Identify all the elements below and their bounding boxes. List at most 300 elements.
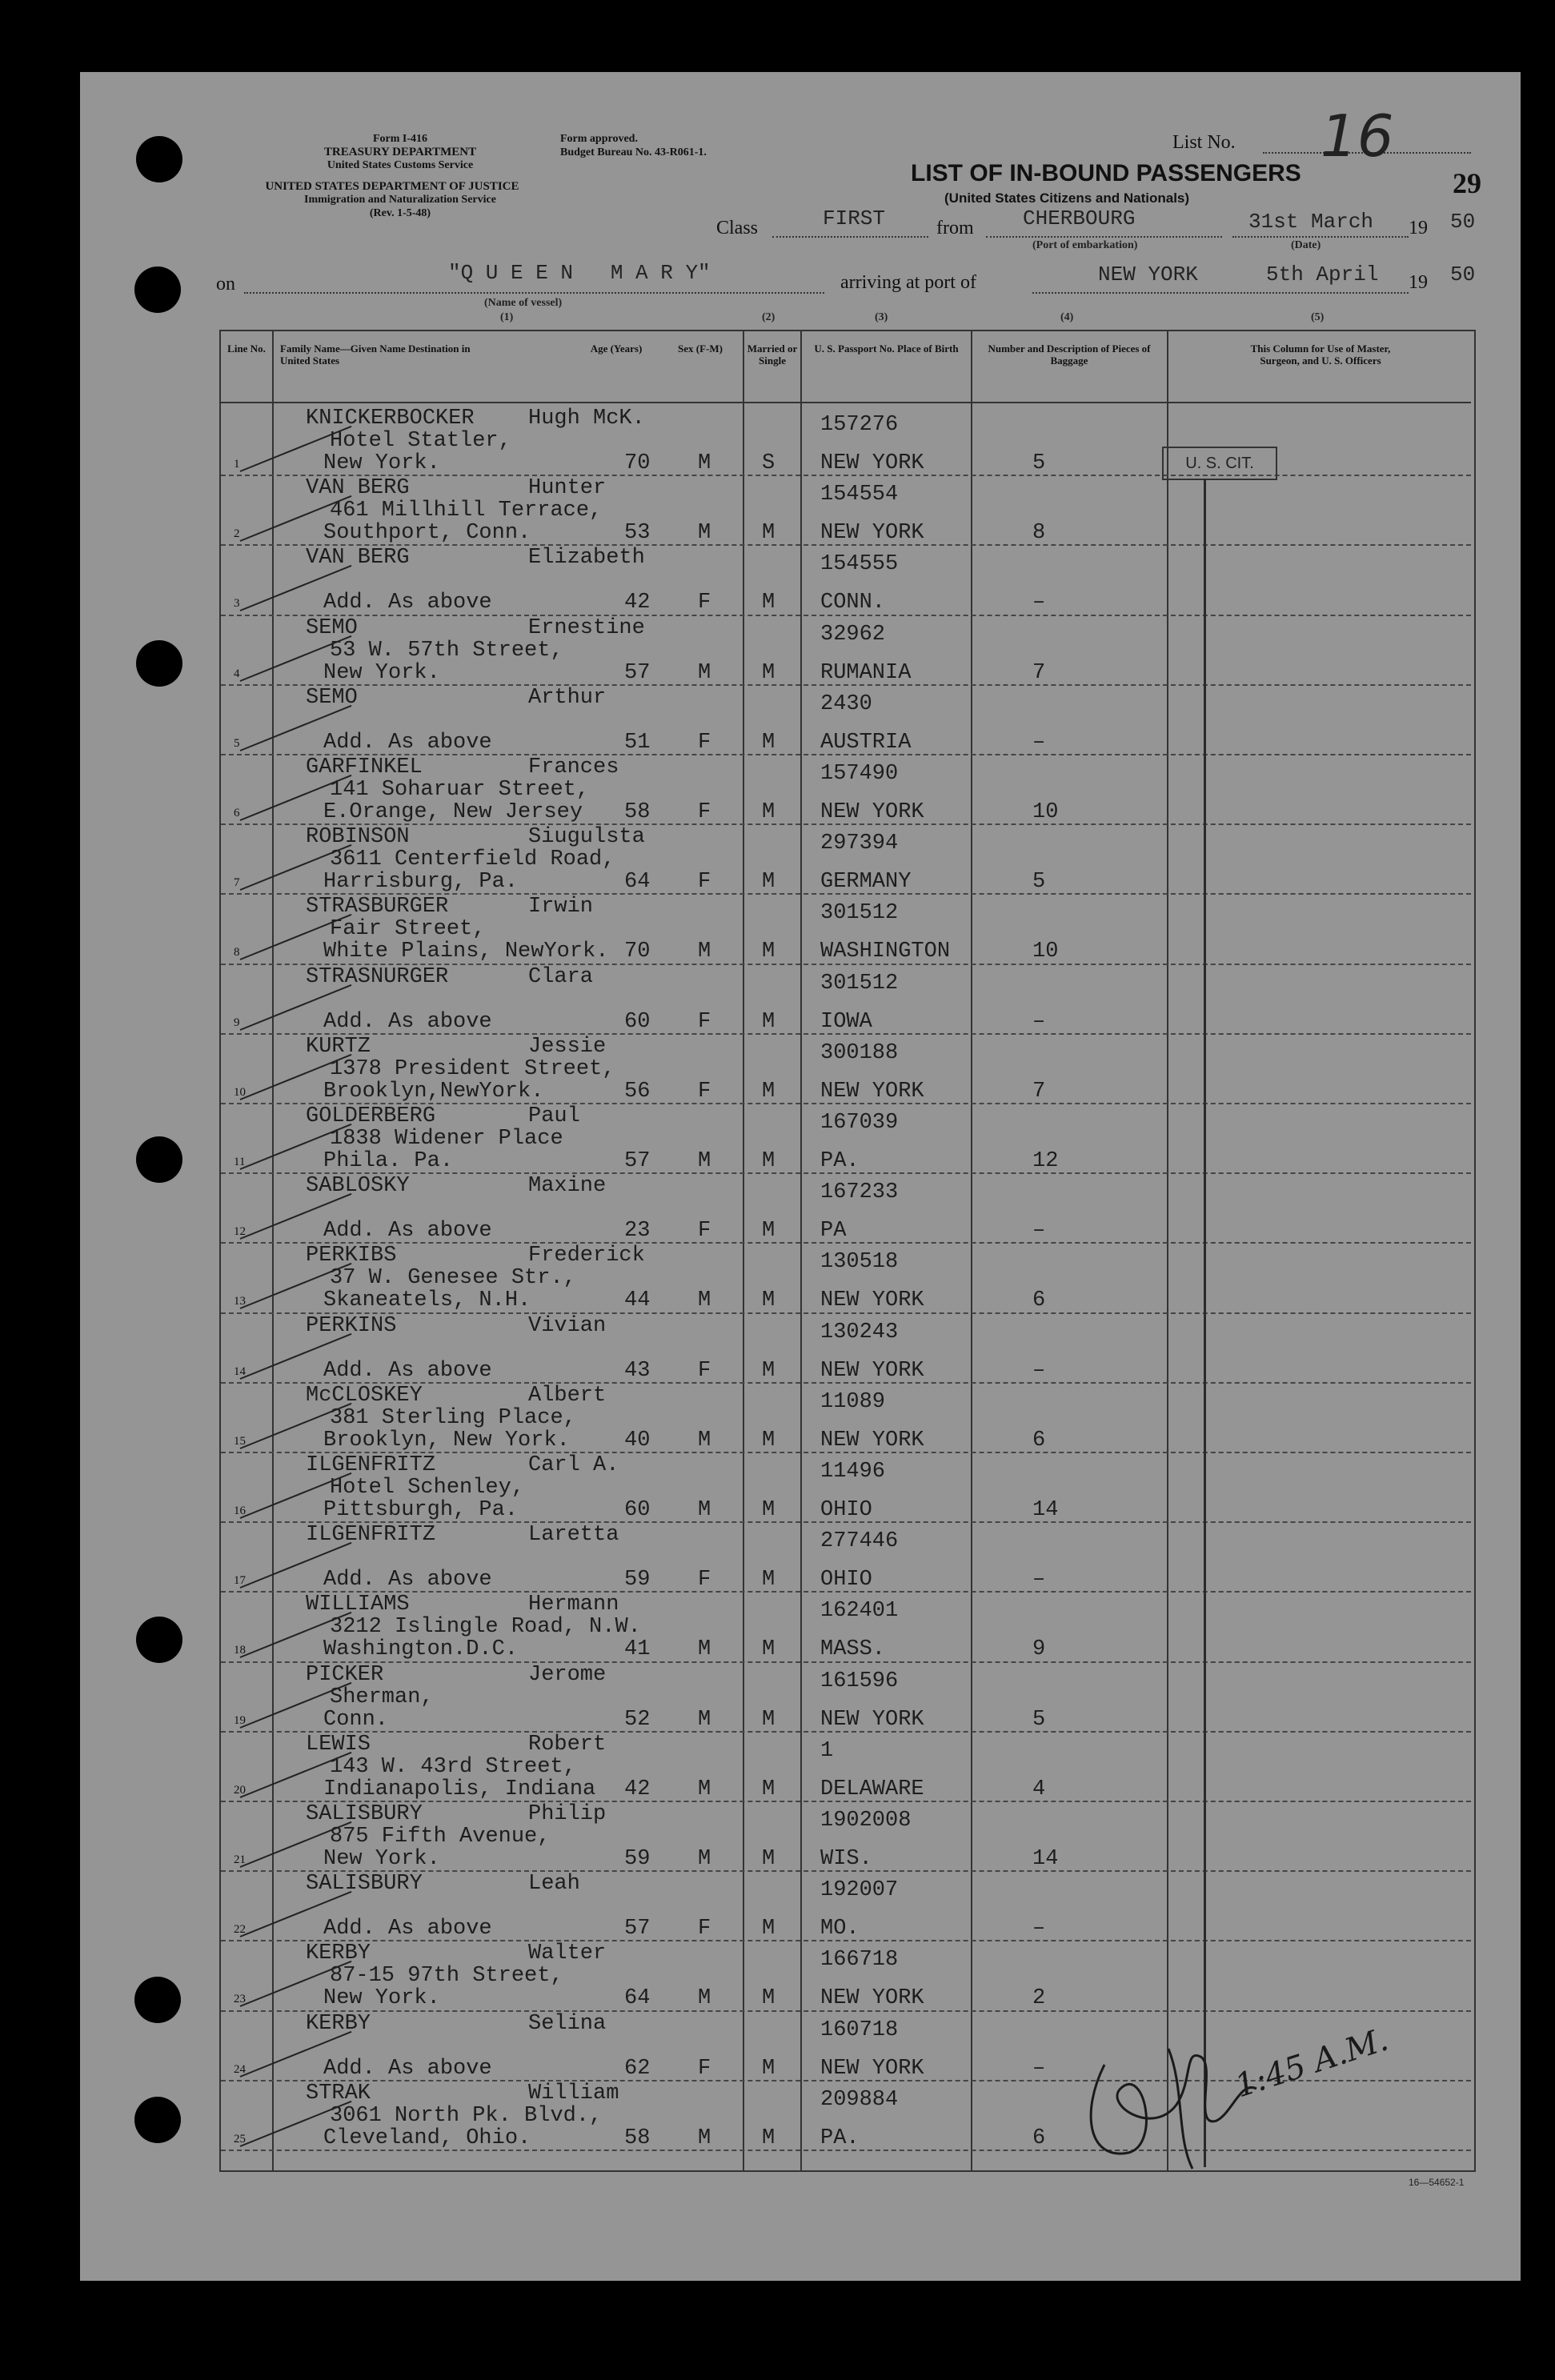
passenger-address-1: 141 Soharuar Street,: [330, 778, 590, 802]
passenger-age: 43: [624, 1358, 651, 1383]
line-number: 3: [234, 597, 240, 611]
passenger-given-name: Carl A.: [528, 1453, 619, 1477]
passenger-address-1: 1378 President Street,: [330, 1056, 615, 1081]
passenger-age: 44: [624, 1288, 651, 1313]
passenger-address-2: Harrisburg, Pa.: [323, 870, 519, 895]
passenger-age: 23: [624, 1219, 651, 1244]
line-number: 12: [234, 1225, 246, 1239]
line-number: 20: [234, 1783, 246, 1797]
passenger-family-name: VAN BERG: [306, 546, 410, 571]
passenger-marital-status: M: [762, 940, 775, 964]
passenger-given-name: Ernestine: [528, 615, 645, 640]
row-divider: [221, 1242, 1471, 1244]
passenger-family-name: STRASBURGER: [306, 895, 449, 920]
passenger-family-name: PERKINS: [306, 1313, 397, 1338]
line-number: 8: [234, 946, 240, 960]
baggage-count: 2: [1032, 1986, 1046, 2011]
passenger-age: 53: [624, 521, 651, 546]
passenger-sex: F: [698, 1219, 711, 1244]
passport-number: 167039: [820, 1111, 899, 1135]
passenger-family-name: KNICKERBOCKER: [306, 407, 475, 431]
passenger-marital-status: M: [762, 800, 775, 824]
passenger-marital-status: M: [762, 521, 775, 546]
baggage-count: 7: [1032, 1079, 1046, 1104]
passenger-given-name: Arthur: [528, 685, 607, 710]
passenger-address-2: E.Orange, New Jersey: [323, 800, 583, 824]
col-header-married: Married or Single: [747, 343, 798, 367]
passport-number: 130518: [820, 1250, 899, 1275]
punch-hole: [136, 1617, 182, 1663]
passenger-family-name: STRAK: [306, 2081, 371, 2106]
passenger-family-name: GARFINKEL: [306, 755, 423, 779]
passport-number: 32962: [820, 622, 886, 647]
passenger-marital-status: M: [762, 1986, 775, 2011]
punch-hole: [136, 640, 182, 687]
row-divider: [221, 1033, 1471, 1035]
passenger-marital-status: M: [762, 1219, 775, 1244]
passenger-address-2: Phila. Pa.: [323, 1149, 454, 1173]
row-divider: [221, 2010, 1471, 2012]
baggage-count: 5: [1032, 451, 1046, 475]
passenger-address-2: Add. As above: [323, 1219, 492, 1244]
line-number: 11: [234, 1156, 246, 1168]
passenger-address-2: Skaneatels, N.H.: [323, 1288, 531, 1313]
passenger-sex: M: [698, 521, 711, 546]
page-number: 29: [1453, 167, 1481, 199]
passenger-family-name: KERBY: [306, 2011, 371, 2036]
baggage-count: 5: [1032, 1707, 1046, 1732]
passenger-sex: F: [698, 1079, 711, 1104]
date-line: [1232, 236, 1409, 238]
place-of-birth: NEW YORK: [820, 1079, 924, 1104]
passenger-age: 51: [624, 730, 651, 755]
col-header-sex: Sex (F-M): [678, 343, 723, 355]
passenger-age: 42: [624, 591, 651, 615]
line-number: 15: [234, 1434, 246, 1448]
punch-hole: [134, 1977, 181, 2023]
passenger-sex: F: [698, 1009, 711, 1034]
passenger-marital-status: M: [762, 1079, 775, 1104]
passenger-address-2: New York.: [323, 660, 440, 685]
baggage-count: 4: [1032, 1777, 1046, 1801]
passenger-marital-status: M: [762, 1707, 775, 1732]
passenger-given-name: Philip: [528, 1802, 607, 1826]
place-of-birth: NEW YORK: [820, 1707, 924, 1732]
baggage-count: 9: [1032, 1637, 1046, 1662]
passport-number: 154555: [820, 552, 899, 577]
baggage-count: –: [1032, 1917, 1046, 1941]
passenger-given-name: Irwin: [528, 895, 594, 920]
list-no-label: List No.: [1172, 132, 1236, 153]
passenger-address-2: Pittsburgh, Pa.: [323, 1498, 519, 1522]
col-num-3: (3): [875, 311, 888, 323]
col-header-baggage: Number and Description of Pieces of Baggage: [988, 343, 1151, 367]
col-num-2: (2): [762, 311, 775, 323]
passenger-marital-status: M: [762, 1847, 775, 1871]
row-divider: [221, 1940, 1471, 1941]
passenger-address-1: 3061 North Pk. Blvd.,: [330, 2103, 603, 2128]
passenger-marital-status: M: [762, 2126, 775, 2150]
passport-number: 154554: [820, 483, 899, 507]
embark-port-value: CHERBOURG: [1023, 206, 1136, 230]
passenger-family-name: PERKIBS: [306, 1244, 397, 1268]
baggage-count: 12: [1032, 1149, 1059, 1173]
passenger-sex: M: [698, 1288, 711, 1313]
passenger-address-2: New York.: [323, 1986, 440, 2011]
passenger-marital-status: M: [762, 1288, 775, 1313]
col-divider: [743, 330, 744, 2170]
passenger-address-1: 875 Fifth Avenue,: [330, 1825, 551, 1849]
passenger-address-2: Washington.D.C.: [323, 1637, 519, 1662]
passenger-address-2: Add. As above: [323, 591, 492, 615]
arrival-line: [1032, 292, 1409, 294]
place-of-birth: NEW YORK: [820, 1428, 924, 1452]
passenger-address-2: Brooklyn, New York.: [323, 1428, 570, 1452]
passport-number: 277446: [820, 1529, 899, 1554]
vessel-col-num: (1): [500, 311, 514, 323]
passenger-family-name: ILGENFRITZ: [306, 1523, 436, 1548]
passenger-address-2: White Plains, NewYork.: [323, 940, 609, 964]
signature-time: 1:45 A.M.: [1230, 2021, 1393, 2106]
passenger-sex: M: [698, 1149, 711, 1173]
passenger-family-name: GOLDERBERG: [306, 1104, 436, 1128]
passenger-marital-status: M: [762, 1917, 775, 1941]
place-of-birth: WASHINGTON: [820, 940, 951, 964]
passenger-marital-status: M: [762, 730, 775, 755]
passport-number: 11089: [820, 1389, 886, 1414]
passenger-address-2: Add. As above: [323, 1009, 492, 1034]
baggage-count: 14: [1032, 1847, 1059, 1871]
passenger-sex: F: [698, 591, 711, 615]
passport-number: 1: [820, 1738, 834, 1763]
baggage-count: 10: [1032, 940, 1059, 964]
passenger-given-name: Hunter: [528, 476, 607, 501]
vessel-line: [244, 292, 824, 294]
passport-number: 157276: [820, 413, 899, 437]
line-number: 16: [234, 1505, 246, 1517]
ins-label: Immigration and Naturalization Service: [304, 194, 496, 206]
passenger-given-name: Frances: [528, 755, 619, 779]
passenger-given-name: Selina: [528, 2011, 607, 2036]
line-number: 9: [234, 1016, 240, 1029]
list-no-value: 16: [1321, 102, 1394, 170]
class-label: Class: [716, 218, 759, 238]
place-of-birth: MASS.: [820, 1637, 886, 1662]
class-line: [772, 236, 928, 238]
passenger-given-name: Jessie: [528, 1034, 607, 1059]
passenger-sex: M: [698, 1498, 711, 1522]
col-divider: [800, 330, 802, 2170]
line-number: 4: [234, 667, 240, 680]
passenger-address-1: 3212 Islingle Road, N.W.: [330, 1615, 641, 1640]
line-number: 19: [234, 1713, 246, 1727]
row-divider: [221, 1661, 1471, 1663]
departure-year: 50: [1450, 210, 1476, 234]
passenger-sex: F: [698, 1568, 711, 1593]
line-number: 24: [234, 2062, 246, 2076]
passenger-age: 59: [624, 1568, 651, 1593]
passenger-sex: M: [698, 451, 711, 475]
passenger-marital-status: M: [762, 1428, 775, 1452]
row-divider: [221, 684, 1471, 686]
baggage-count: 6: [1032, 1428, 1046, 1452]
passenger-address-2: New York.: [323, 451, 440, 475]
baggage-count: 14: [1032, 1498, 1059, 1522]
passenger-address-1: 461 Millhill Terrace,: [330, 499, 603, 523]
passenger-family-name: SABLOSKY: [306, 1174, 410, 1199]
passenger-given-name: Hermann: [528, 1593, 619, 1617]
passenger-age: 60: [624, 1009, 651, 1034]
passenger-marital-status: M: [762, 1009, 775, 1034]
passenger-sex: M: [698, 1428, 711, 1452]
passenger-given-name: Paul: [528, 1104, 580, 1128]
passenger-family-name: SEMO: [306, 615, 358, 640]
punch-hole: [134, 266, 181, 313]
passenger-age: 64: [624, 1986, 651, 2011]
passenger-address-2: Cleveland, Ohio.: [323, 2126, 531, 2150]
place-of-birth: NEW YORK: [820, 451, 924, 475]
passenger-address-1: 37 W. Genesee Str.,: [330, 1266, 576, 1291]
col-divider: [971, 330, 972, 2170]
passenger-age: 41: [624, 1637, 651, 1662]
line-number: 21: [234, 1853, 246, 1866]
punch-hole: [136, 1136, 182, 1183]
passenger-family-name: PICKER: [306, 1662, 384, 1687]
place-of-birth: NEW YORK: [820, 1358, 924, 1383]
passenger-address-1: 143 W. 43rd Street,: [330, 1754, 576, 1779]
passenger-given-name: Elizabeth: [528, 546, 645, 571]
place-of-birth: NEW YORK: [820, 1986, 924, 2011]
passport-number: 301512: [820, 971, 899, 996]
passenger-given-name: Jerome: [528, 1662, 607, 1687]
passenger-given-name: Siugulsta: [528, 825, 645, 850]
passenger-marital-status: M: [762, 1149, 775, 1173]
passenger-marital-status: M: [762, 870, 775, 895]
passenger-sex: M: [698, 1777, 711, 1801]
passenger-address-2: Add. As above: [323, 1917, 492, 1941]
col-header-passport: U. S. Passport No. Place of Birth: [814, 343, 959, 355]
passenger-given-name: Vivian: [528, 1313, 607, 1338]
line-number: 2: [234, 527, 240, 541]
passenger-family-name: STRASNURGER: [306, 964, 449, 989]
col-num-4: (4): [1060, 311, 1074, 323]
passenger-age: 40: [624, 1428, 651, 1452]
line-number: 18: [234, 1644, 246, 1657]
punch-hole: [136, 136, 182, 182]
place-of-birth: OHIO: [820, 1498, 872, 1522]
place-of-birth: NEW YORK: [820, 800, 924, 824]
passenger-sex: M: [698, 660, 711, 685]
punch-hole: [134, 2097, 181, 2143]
passenger-given-name: William: [528, 2081, 619, 2106]
place-of-birth: CONN.: [820, 591, 886, 615]
departure-date: 31st March: [1248, 210, 1374, 234]
passport-number: 297394: [820, 831, 899, 856]
passenger-marital-status: M: [762, 591, 775, 615]
passenger-family-name: McCLOSKEY: [306, 1383, 423, 1408]
passenger-marital-status: M: [762, 660, 775, 685]
passenger-sex: F: [698, 800, 711, 824]
passenger-sex: F: [698, 730, 711, 755]
place-of-birth: DELAWARE: [820, 1777, 924, 1801]
arrival-port: NEW YORK: [1098, 262, 1198, 286]
place-of-birth: PA: [820, 1219, 847, 1244]
passenger-age: 58: [624, 2126, 651, 2150]
header-divider: [221, 402, 1471, 403]
passport-number: 160718: [820, 2017, 899, 2042]
vessel-name: "Q U E E N M A R Y": [448, 261, 711, 285]
passenger-address-2: Add. As above: [323, 1358, 492, 1383]
passenger-address-2: Brooklyn,NewYork.: [323, 1079, 544, 1104]
place-of-birth: OHIO: [820, 1568, 872, 1593]
passenger-marital-status: M: [762, 1498, 775, 1522]
budget-bureau: Budget Bureau No. 43-R061-1.: [560, 146, 707, 158]
passenger-marital-status: M: [762, 1358, 775, 1383]
class-value: FIRST: [823, 206, 886, 230]
form-number: Form I-416: [372, 133, 428, 145]
passenger-age: 42: [624, 1777, 651, 1801]
line-number: 17: [234, 1574, 246, 1588]
passport-number: 300188: [820, 1040, 899, 1065]
baggage-count: 6: [1032, 1288, 1046, 1313]
customs-label: United States Customs Service: [327, 159, 474, 171]
line-number: 25: [234, 2132, 246, 2146]
passport-number: 301512: [820, 901, 899, 926]
passenger-sex: F: [698, 2056, 711, 2081]
passenger-age: 52: [624, 1707, 651, 1732]
passenger-address-1: 53 W. 57th Street,: [330, 638, 563, 663]
passport-number: 157490: [820, 762, 899, 786]
justice-label: UNITED STATES DEPARTMENT OF JUSTICE: [265, 180, 519, 193]
passenger-given-name: Walter: [528, 1941, 607, 1966]
passenger-given-name: Maxine: [528, 1174, 607, 1199]
passenger-address-2: New York.: [323, 1847, 440, 1871]
place-of-birth: GERMANY: [820, 870, 912, 895]
passenger-address-1: 381 Sterling Place,: [330, 1405, 576, 1430]
passenger-address-1: Hotel Schenley,: [330, 1476, 525, 1500]
passport-number: 1902008: [820, 1809, 912, 1833]
baggage-count: –: [1032, 1358, 1046, 1383]
on-label: on: [216, 274, 235, 294]
passenger-address-1: 3611 Centerfield Road,: [330, 847, 615, 872]
passenger-marital-status: M: [762, 1637, 775, 1662]
passenger-sex: F: [698, 1358, 711, 1383]
passenger-given-name: Leah: [528, 1872, 580, 1897]
passenger-given-name: Clara: [528, 964, 594, 989]
passenger-sex: M: [698, 1637, 711, 1662]
passenger-family-name: LEWIS: [306, 1732, 371, 1757]
passenger-address-2: Add. As above: [323, 730, 492, 755]
col-divider: [272, 330, 274, 2170]
place-of-birth: MO.: [820, 1917, 860, 1941]
line-number: 13: [234, 1295, 246, 1308]
vessel-caption: (Name of vessel): [484, 297, 563, 309]
arrival-year-prefix: 19: [1409, 272, 1428, 293]
passenger-sex: F: [698, 1917, 711, 1941]
passenger-address-1: 87-15 97th Street,: [330, 1964, 563, 1989]
passenger-given-name: Hugh McK.: [528, 407, 645, 431]
passenger-sex: M: [698, 2126, 711, 2150]
passport-number: 209884: [820, 2087, 899, 2112]
passenger-family-name: SALISBURY: [306, 1802, 423, 1826]
passenger-address-2: Indianapolis, Indiana: [323, 1777, 596, 1801]
passenger-age: 56: [624, 1079, 651, 1104]
passport-number: 130243: [820, 1320, 899, 1344]
baggage-count: 5: [1032, 870, 1046, 895]
passenger-sex: M: [698, 1847, 711, 1871]
passenger-age: 70: [624, 451, 651, 475]
line-number: 6: [234, 807, 240, 819]
passenger-age: 58: [624, 800, 651, 824]
place-of-birth: RUMANIA: [820, 660, 912, 685]
passenger-sex: M: [698, 1707, 711, 1732]
baggage-count: –: [1032, 591, 1046, 615]
line-number: 10: [234, 1085, 246, 1099]
baggage-count: 7: [1032, 660, 1046, 685]
col-header-name: Family Name—Given Name Destination in United States: [280, 343, 471, 367]
row-divider: [221, 615, 1471, 616]
passport-number: 166718: [820, 1948, 899, 1973]
passenger-address-1: Sherman,: [330, 1685, 434, 1709]
line-number: 5: [234, 736, 240, 750]
passenger-family-name: ROBINSON: [306, 825, 410, 850]
passenger-age: 59: [624, 1847, 651, 1871]
arrival-date: 5th April: [1266, 262, 1379, 286]
line-number: 22: [234, 1923, 246, 1937]
passenger-family-name: KERBY: [306, 1941, 371, 1966]
col-header-line: Line No.: [227, 343, 266, 355]
passenger-age: 60: [624, 1498, 651, 1522]
us-citizen-stamp: U. S. CIT.: [1162, 447, 1277, 480]
embark-port-caption: (Port of embarkation): [1032, 239, 1138, 251]
line-number: 7: [234, 876, 240, 890]
year-prefix: 19: [1409, 218, 1428, 238]
place-of-birth: NEW YORK: [820, 1288, 924, 1313]
row-divider: [221, 1731, 1471, 1733]
passenger-age: 62: [624, 2056, 651, 2081]
passenger-marital-status: M: [762, 1568, 775, 1593]
passport-number: 192007: [820, 1878, 899, 1903]
place-of-birth: NEW YORK: [820, 2056, 924, 2081]
passport-number: 2430: [820, 691, 872, 716]
arriving-label: arriving at port of: [840, 272, 976, 293]
passenger-family-name: KURTZ: [306, 1034, 371, 1059]
passenger-marital-status: S: [762, 451, 775, 475]
passenger-marital-status: M: [762, 1777, 775, 1801]
passenger-age: 70: [624, 940, 651, 964]
col-header-age: Age (Years): [590, 343, 643, 355]
baggage-count: –: [1032, 730, 1046, 755]
line-number: 1: [234, 458, 240, 471]
baggage-count: –: [1032, 1219, 1046, 1244]
form-code: 16—54652-1: [1409, 2177, 1465, 2188]
passenger-given-name: Laretta: [528, 1523, 619, 1548]
baggage-count: –: [1032, 1009, 1046, 1034]
from-label: from: [936, 218, 974, 238]
passenger-family-name: SEMO: [306, 685, 358, 710]
passenger-given-name: Frederick: [528, 1244, 645, 1268]
passenger-given-name: Robert: [528, 1732, 607, 1757]
baggage-count: –: [1032, 2056, 1046, 2081]
place-of-birth: PA.: [820, 2126, 860, 2150]
passenger-age: 57: [624, 1917, 651, 1941]
passport-number: 161596: [820, 1669, 899, 1693]
passenger-family-name: VAN BERG: [306, 476, 410, 501]
passenger-family-name: ILGENFRITZ: [306, 1453, 436, 1477]
passenger-address-2: Conn.: [323, 1707, 389, 1732]
passport-number: 167233: [820, 1180, 899, 1205]
place-of-birth: IOWA: [820, 1009, 872, 1034]
